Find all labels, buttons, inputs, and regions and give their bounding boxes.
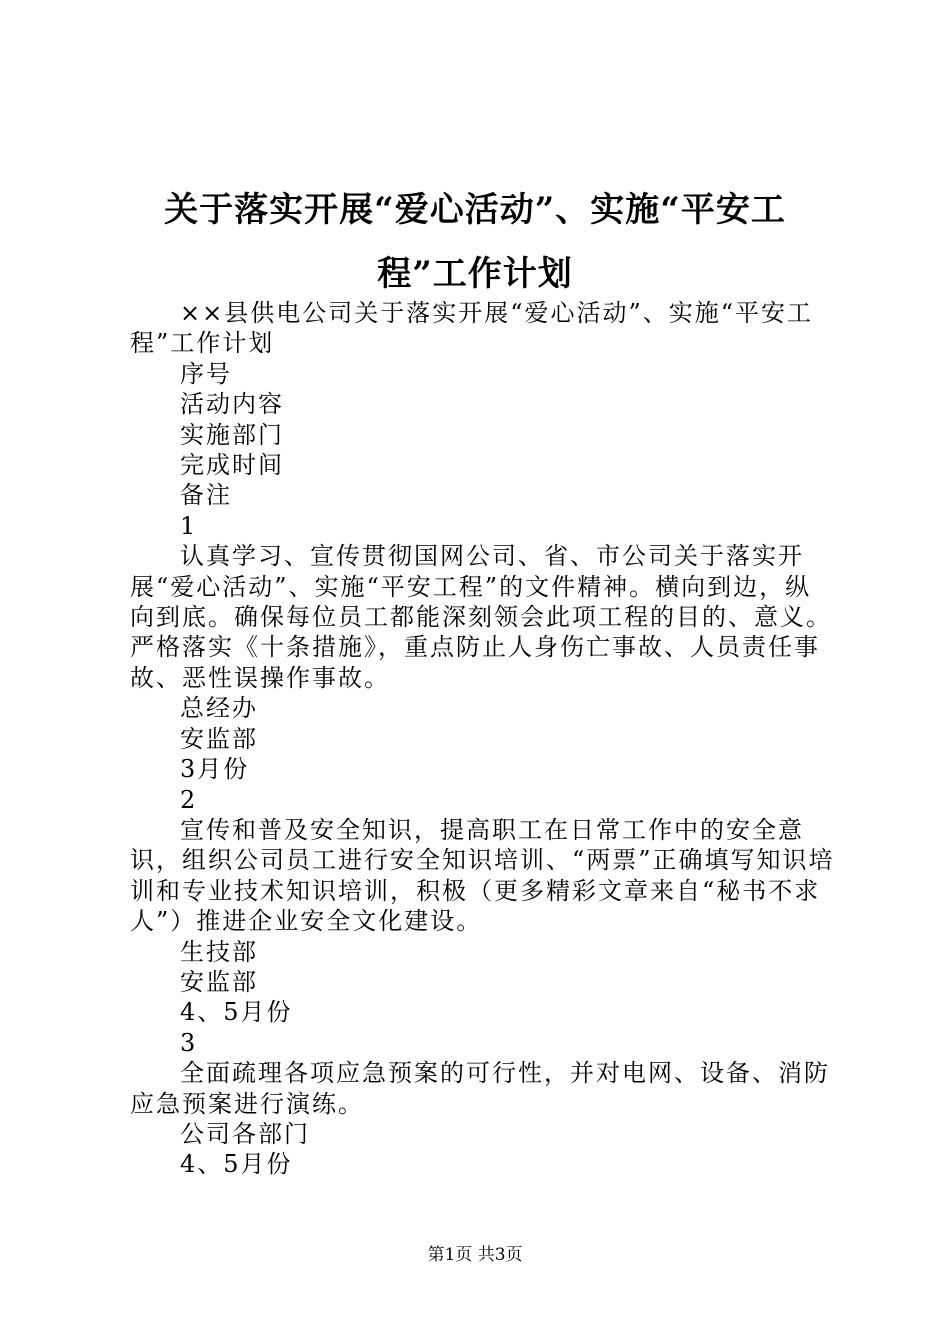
title-line-1: 关于落实开展“爱心活动”、实施“平安工: [164, 190, 786, 230]
document-title: [120, 178, 830, 306]
item-2-serial: 2: [180, 785, 198, 814]
item-2-content: 宣传和普及安全知识，提高职工在日常工作中的安全意识，组织公司员工进行安全知识培训、“两票”正确填写知识培训和专业技术知识培训，积极（更多精彩文章来自“秘书不求人”）推进企业安全文化建设。: [130, 815, 835, 936]
plan-subtitle: ××县供电公司关于落实开展“爱心活动”、实施“平安工程”工作计划: [130, 299, 814, 358]
item-1-deadline: 3月份: [180, 755, 250, 784]
item-1-department-a: 总经办: [180, 694, 258, 723]
page-footer: 第1页 共3页: [427, 1245, 523, 1265]
header-department: 实施部门: [180, 420, 284, 449]
item-3-serial: 3: [180, 1028, 198, 1057]
header-remark: 备注: [180, 481, 232, 510]
item-1-serial: 1: [180, 511, 198, 540]
item-2-department-b: 安监部: [180, 967, 258, 996]
title-line-2: 程”工作计划: [377, 254, 573, 294]
item-3-department: 公司各部门: [180, 1119, 310, 1148]
document-body: [130, 298, 835, 1180]
header-deadline: 完成时间: [180, 451, 284, 480]
header-serial: 序号: [180, 359, 232, 388]
item-3-deadline: 4、5月份: [180, 1150, 293, 1179]
item-2-deadline: 4、5月份: [180, 998, 293, 1027]
item-3-content: 全面疏理各项应急预案的可行性，并对电网、设备、消防应急预案进行演练。: [130, 1059, 830, 1118]
header-content: 活动内容: [180, 390, 284, 419]
item-2-department-a: 生技部: [180, 937, 258, 966]
item-1-content: 认真学习、宣传贯彻国网公司、省、市公司关于落实开展“爱心活动”、实施“平安工程”的文件精神。横向到边，纵向到底。确保每位员工都能深刻领会此项工程的目的、意义。严格落实《十条措施》，重点防止人身伤亡事故、人员责任事故、恶性误操作事故。: [130, 542, 832, 692]
item-1-department-b: 安监部: [180, 724, 258, 753]
